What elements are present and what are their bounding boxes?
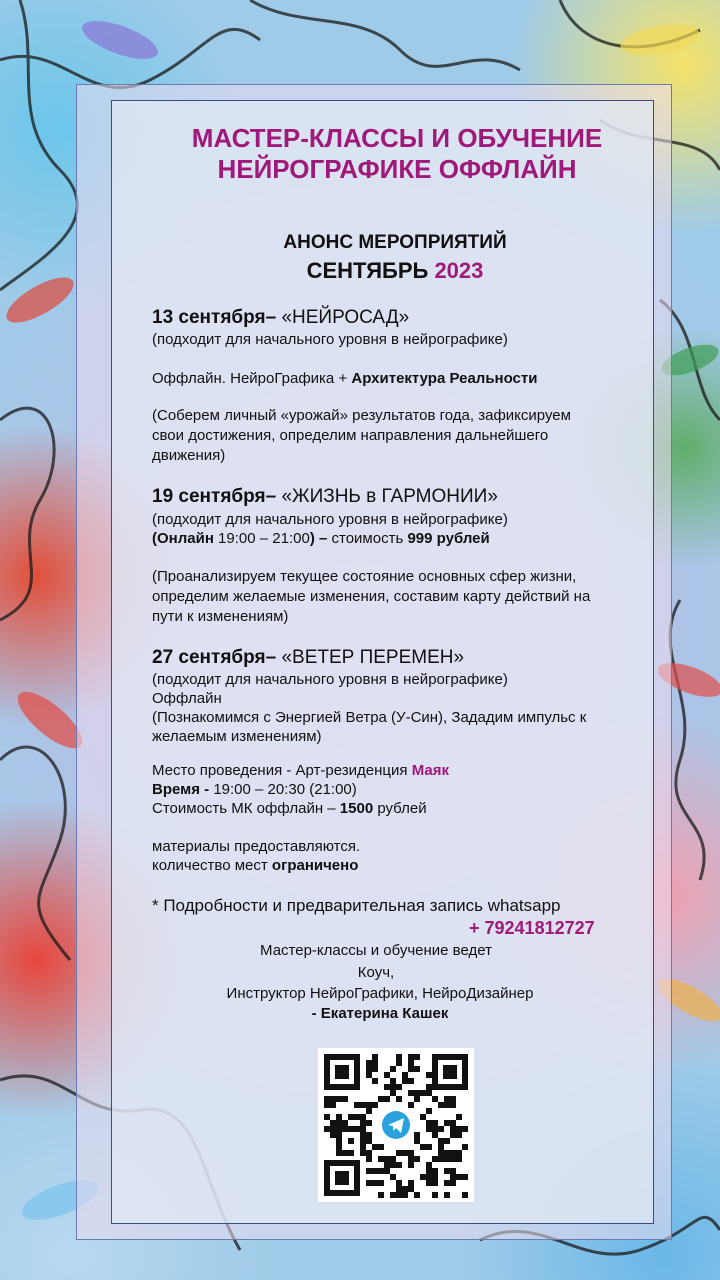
event-1-desc-line2: свои достижения, определим направления дальнейшего	[152, 427, 549, 444]
announce-year: 2023	[434, 258, 484, 283]
event-2-open: (	[152, 530, 157, 547]
cost-line	[152, 800, 427, 817]
contact-note: * Подробности и предварительная запись whatsapp	[152, 896, 561, 915]
page-title-line1: МАСТЕР-КЛАССЫ И ОБУЧЕНИЕ	[191, 123, 603, 153]
event-3-level: (подходит для начального уровня в нейрографике)	[152, 671, 508, 688]
event-2-desc-line2: определим желаемые изменения, составим карту действий на	[152, 588, 591, 605]
venue-line	[152, 762, 449, 779]
event-2-desc-line1: (Проанализируем текущее состояние основных сфер жизни,	[152, 568, 577, 585]
event-3-format: Оффлайн	[152, 690, 222, 707]
footer-line2: Коуч,	[357, 964, 395, 981]
event-1-sep: –	[265, 307, 282, 328]
event-2-level: (подходит для начального уровня в нейрографике)	[152, 511, 508, 528]
footer-line3: Инструктор НейроГрафики, НейроДизайнер	[226, 985, 534, 1002]
event-1-desc-line3: движения)	[152, 447, 226, 464]
event-2-format	[152, 530, 490, 547]
venue-prefix: Место проведения - Арт-резиденция	[152, 762, 412, 779]
announce-title: АНОНС МЕРОПРИЯТИЙ	[283, 232, 507, 253]
event-2-desc-line3: пути к изменениям)	[152, 608, 289, 625]
event-3-desc-line1: (Познакомимся с Энергией Ветра (У-Син), Зададим импульс к	[152, 709, 587, 726]
event-1-date: 13 сентября	[152, 307, 266, 328]
event-3-name: «ВЕТЕР ПЕРЕМЕН»	[281, 647, 465, 668]
event-1-name: «НЕЙРОСАД»	[281, 307, 410, 328]
announce-month	[120, 258, 670, 284]
time-line	[152, 781, 357, 798]
contact-phone[interactable]: + 79241812727	[469, 918, 595, 938]
seats-prefix: количество мест	[152, 857, 272, 874]
event-3-desc-line2: желаемым изменениям)	[152, 728, 322, 745]
event-1-level: (подходит для начального уровня в нейрографике)	[152, 331, 508, 348]
qr-code[interactable]	[318, 1048, 474, 1202]
event-1-format-prefix: Оффлайн. НейроГрафика +	[152, 370, 352, 387]
seats-value: ограничено	[271, 857, 359, 874]
event-3-sep: –	[265, 647, 282, 668]
announce-month-text: СЕНТЯБРЬ	[306, 258, 429, 283]
event-1-format-bold: Архитектура Реальности	[351, 370, 538, 387]
event-2-sep: –	[265, 486, 282, 507]
time-value: 19:00 – 20:30 (21:00)	[209, 781, 357, 798]
event-1-heading	[152, 307, 409, 329]
seats-line	[152, 857, 358, 874]
event-2-date: 19 сентября	[152, 486, 266, 507]
time-label: Время -	[152, 781, 210, 798]
footer-name: - Екатерина Кашек	[311, 1005, 449, 1022]
footer-line1: Мастер-классы и обучение ведет	[260, 942, 492, 959]
qr-code-graphic	[318, 1048, 474, 1202]
event-2-price-prefix: стоимость	[327, 530, 408, 547]
event-2-name: «ЖИЗНЬ в ГАРМОНИИ»	[281, 486, 498, 507]
cost-suffix: рублей	[373, 800, 427, 817]
cost-prefix: Стоимость МК оффлайн –	[152, 800, 340, 817]
materials-line: материалы предоставляются.	[152, 838, 361, 855]
event-2-close: ) –	[309, 530, 328, 547]
page-title-line2: НЕЙРОГРАФИКЕ ОФФЛАЙН	[217, 154, 577, 184]
event-3-heading	[152, 647, 464, 669]
cost-value: 1500	[339, 800, 374, 817]
event-2-price: 999 рублей	[407, 530, 490, 547]
event-3-date: 27 сентября	[152, 647, 266, 668]
venue-name: Маяк	[411, 762, 449, 779]
event-2-time: 19:00 – 21:00	[213, 530, 310, 547]
event-1-format	[152, 370, 537, 387]
event-2-heading	[152, 486, 498, 508]
event-1-desc-line1: (Соберем личный «урожай» результатов года, зафиксируем	[152, 407, 571, 424]
event-2-online: Онлайн	[157, 530, 214, 547]
